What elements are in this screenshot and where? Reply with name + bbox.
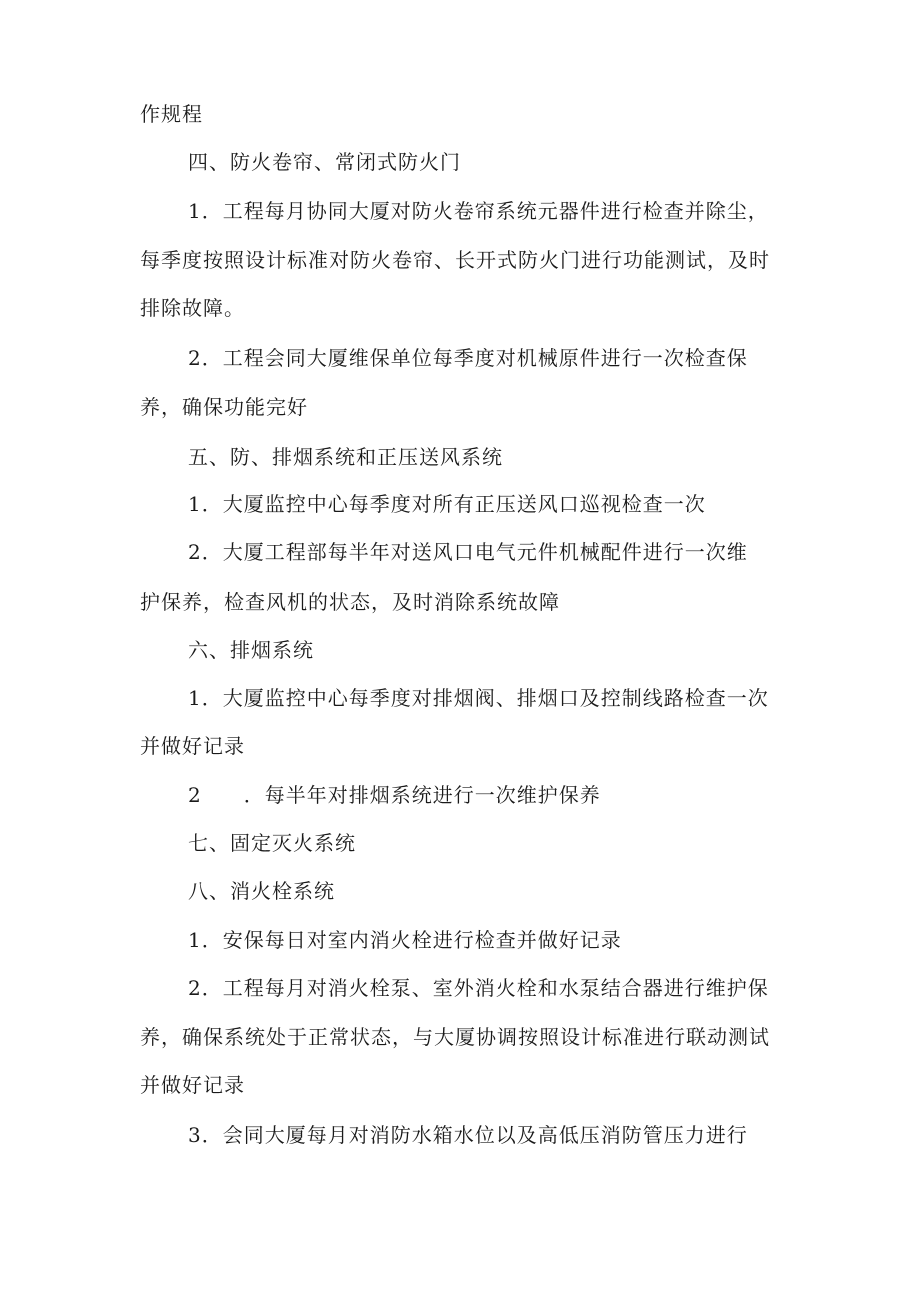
- section-heading: 五、防、排烟系统和正压送风系统: [188, 445, 503, 469]
- text-line: 养，确保系统处于正常状态，与大厦协调按照设计标准进行联动测试: [140, 1025, 770, 1049]
- section-heading: 七、固定灭火系统: [188, 831, 356, 855]
- text-line: 1．大厦监控中心每季度对所有正压送风口巡视检查一次: [188, 492, 706, 516]
- text-line: 养，确保功能完好: [140, 395, 308, 419]
- text-line: 排除故障。: [140, 296, 245, 320]
- text-line: 作规程: [140, 102, 203, 126]
- text-line: 2．工程每月对消火栓泵、室外消火栓和水泵结合器进行维护保: [188, 976, 769, 1000]
- text-line: 1．安保每日对室内消火栓进行检查并做好记录: [188, 928, 622, 952]
- text-line: 3．会同大厦每月对消防水箱水位以及高低压消防管压力进行: [188, 1123, 748, 1147]
- section-heading: 八、消火栓系统: [188, 879, 335, 903]
- text-line: 每季度按照设计标准对防火卷帘、长开式防火门进行功能测试，及时: [140, 248, 770, 272]
- text-line: 1．大厦监控中心每季度对排烟阀、排烟口及控制线路检查一次: [188, 686, 769, 710]
- text-line: 2．大厦工程部每半年对送风口电气元件机械配件进行一次维: [188, 540, 748, 564]
- text-line: 2．工程会同大厦维保单位每季度对机械原件进行一次检查保: [188, 346, 748, 370]
- text-line: 并做好记录: [140, 734, 245, 758]
- text-line: 并做好记录: [140, 1073, 245, 1097]
- text-line: 护保养，检查风机的状态，及时消除系统故障: [140, 590, 560, 614]
- text-line: 1．工程每月协同大厦对防火卷帘系统元器件进行检查并除尘，: [188, 199, 769, 223]
- section-heading: 六、排烟系统: [188, 638, 314, 662]
- section-heading: 四、防火卷帘、常闭式防火门: [188, 150, 461, 174]
- text-line: 2 ．每半年对排烟系统进行一次维护保养: [188, 783, 601, 807]
